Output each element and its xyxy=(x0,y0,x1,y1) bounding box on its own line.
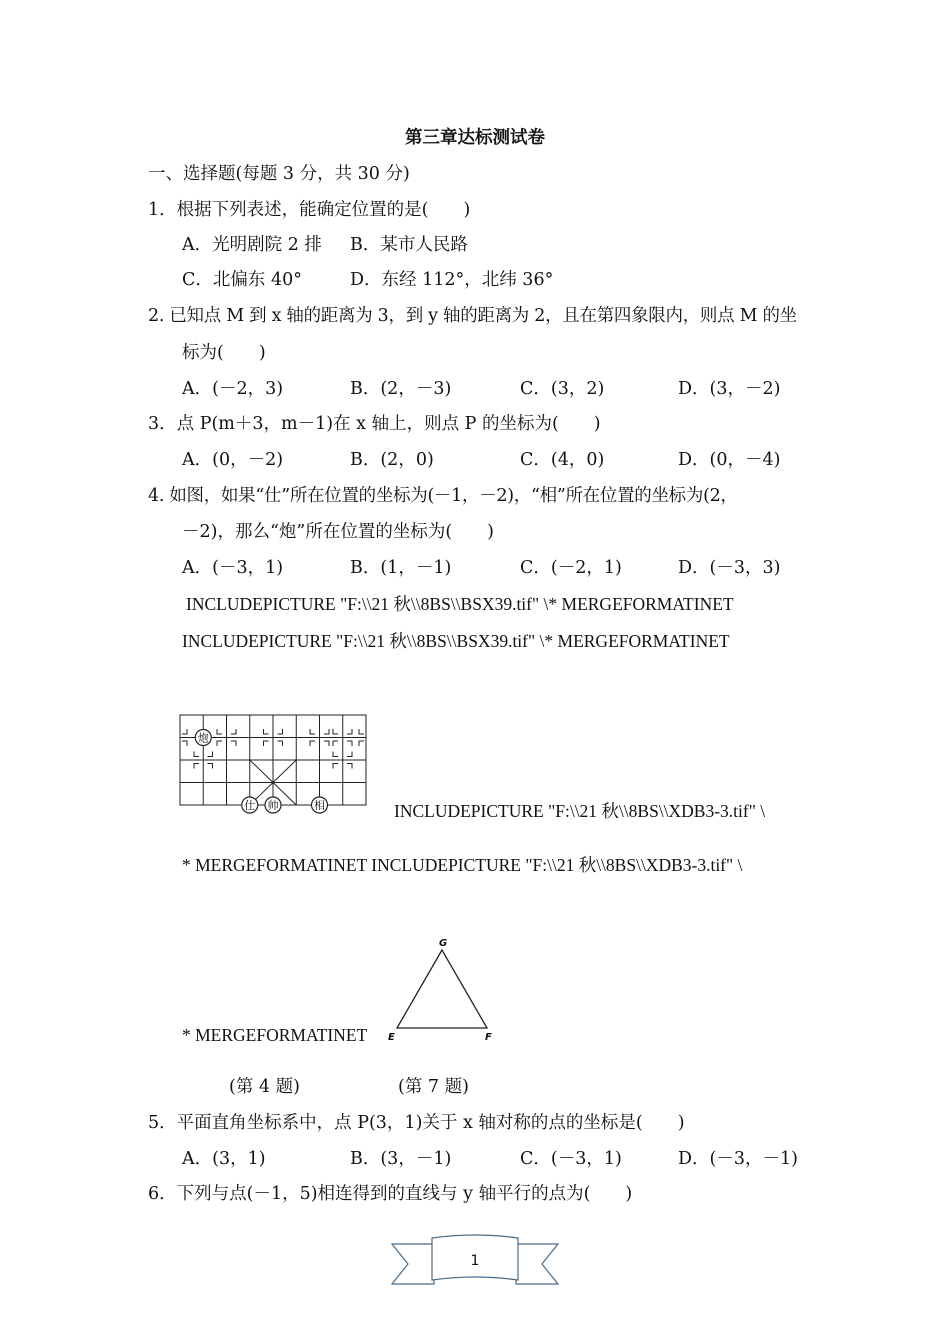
piece-pao xyxy=(195,730,211,746)
question-2-stem-line1: 2. 已知点 M 到 x 轴的距离为 3，到 y 轴的距离为 2，且在第四象限内，则点 M 的坐 xyxy=(148,306,797,326)
svg-text:仕: 仕 xyxy=(244,799,256,812)
vertex-label-g: G xyxy=(439,938,448,949)
page-number-ribbon xyxy=(390,1232,560,1288)
question-5-option-a: A．(3，1) xyxy=(182,1149,266,1169)
question-5-option-c: C．(－3，1) xyxy=(520,1149,622,1169)
svg-text:帅: 帅 xyxy=(267,799,279,812)
question-4-option-c: C．(－2，1) xyxy=(520,558,622,578)
field-code-line-4: * MERGEFORMATINET INCLUDEPICTURE "F:\\21 秋\\8BS\\XDB3-3.tif" \ xyxy=(182,855,743,875)
question-3-option-b: B．(2，0) xyxy=(350,450,434,470)
question-4-option-d: D．(－3，3) xyxy=(678,558,781,578)
question-6-stem: 6．下列与点(－1，5)相连得到的直线与 y 轴平行的点为( ) xyxy=(148,1184,633,1204)
question-2-option-a: A．(－2，3) xyxy=(182,379,284,399)
vertex-label-e: E xyxy=(388,1032,395,1043)
section-heading: 一、选择题(每题 3 分，共 30 分) xyxy=(148,164,410,184)
question-4-option-a: A．(－3，1) xyxy=(182,558,284,578)
question-1-option-a: A．光明剧院 2 排 xyxy=(182,235,322,255)
question-5-stem: 5．平面直角坐标系中，点 P(3，1)关于 x 轴对称的点的坐标是( ) xyxy=(148,1113,685,1133)
question-2-option-b: B．(2，－3) xyxy=(350,379,452,399)
question-3-stem: 3．点 P(m＋3，m－1)在 x 轴上，则点 P 的坐标为( ) xyxy=(148,414,601,434)
chess-board-figure xyxy=(178,712,370,820)
question-2-option-c: C．(3，2) xyxy=(520,379,605,399)
question-3-option-d: D．(0，－4) xyxy=(678,450,781,470)
question-1-option-b: B．某市人民路 xyxy=(350,235,468,255)
piece-shi xyxy=(242,797,258,813)
piece-xiang xyxy=(312,797,328,813)
figure-7-caption: (第 7 题) xyxy=(398,1077,469,1097)
question-4-option-b: B．(1，－1) xyxy=(350,558,452,578)
question-2-stem-line2: 标为( ) xyxy=(182,343,266,363)
question-4-stem-line1: 4. 如图，如果“仕”所在位置的坐标为(－1，－2)，“相”所在位置的坐标为(2， xyxy=(148,486,738,506)
page-number: 1 xyxy=(470,1253,480,1269)
question-3-option-a: A．(0，－2) xyxy=(182,450,284,470)
figure-4-caption: (第 4 题) xyxy=(229,1077,300,1097)
page-title: 第三章达标测试卷 xyxy=(405,128,545,148)
svg-text:相: 相 xyxy=(314,799,325,812)
question-1-stem: 1．根据下列表述，能确定位置的是( ) xyxy=(148,200,471,220)
question-3-option-c: C．(4，0) xyxy=(520,450,605,470)
question-1-option-c: C．北偏东 40° xyxy=(182,270,302,290)
question-5-option-d: D．(－3，－1) xyxy=(678,1149,798,1169)
question-2-option-d: D．(3，－2) xyxy=(678,379,781,399)
field-code-line-5: * MERGEFORMATINET xyxy=(182,1025,368,1045)
field-code-line-1: INCLUDEPICTURE "F:\\21 秋\\8BS\\BSX39.tif" \* MERGEFORMATINET xyxy=(186,594,734,614)
svg-text:炮: 炮 xyxy=(197,731,209,745)
question-1-option-d: D．东经 112°，北纬 36° xyxy=(350,270,554,290)
question-5-option-b: B．(3，－1) xyxy=(350,1149,452,1169)
piece-shuai xyxy=(265,797,281,813)
field-code-line-3: INCLUDEPICTURE "F:\\21 秋\\8BS\\XDB3-3.tif" \ xyxy=(394,801,766,821)
vertex-label-f: F xyxy=(485,1032,492,1043)
question-4-stem-line2: －2)，那么“炮”所在位置的坐标为( ) xyxy=(182,522,495,542)
triangle-figure xyxy=(384,934,500,1046)
field-code-line-2: INCLUDEPICTURE "F:\\21 秋\\8BS\\BSX39.tif" \* MERGEFORMATINET xyxy=(182,631,730,651)
